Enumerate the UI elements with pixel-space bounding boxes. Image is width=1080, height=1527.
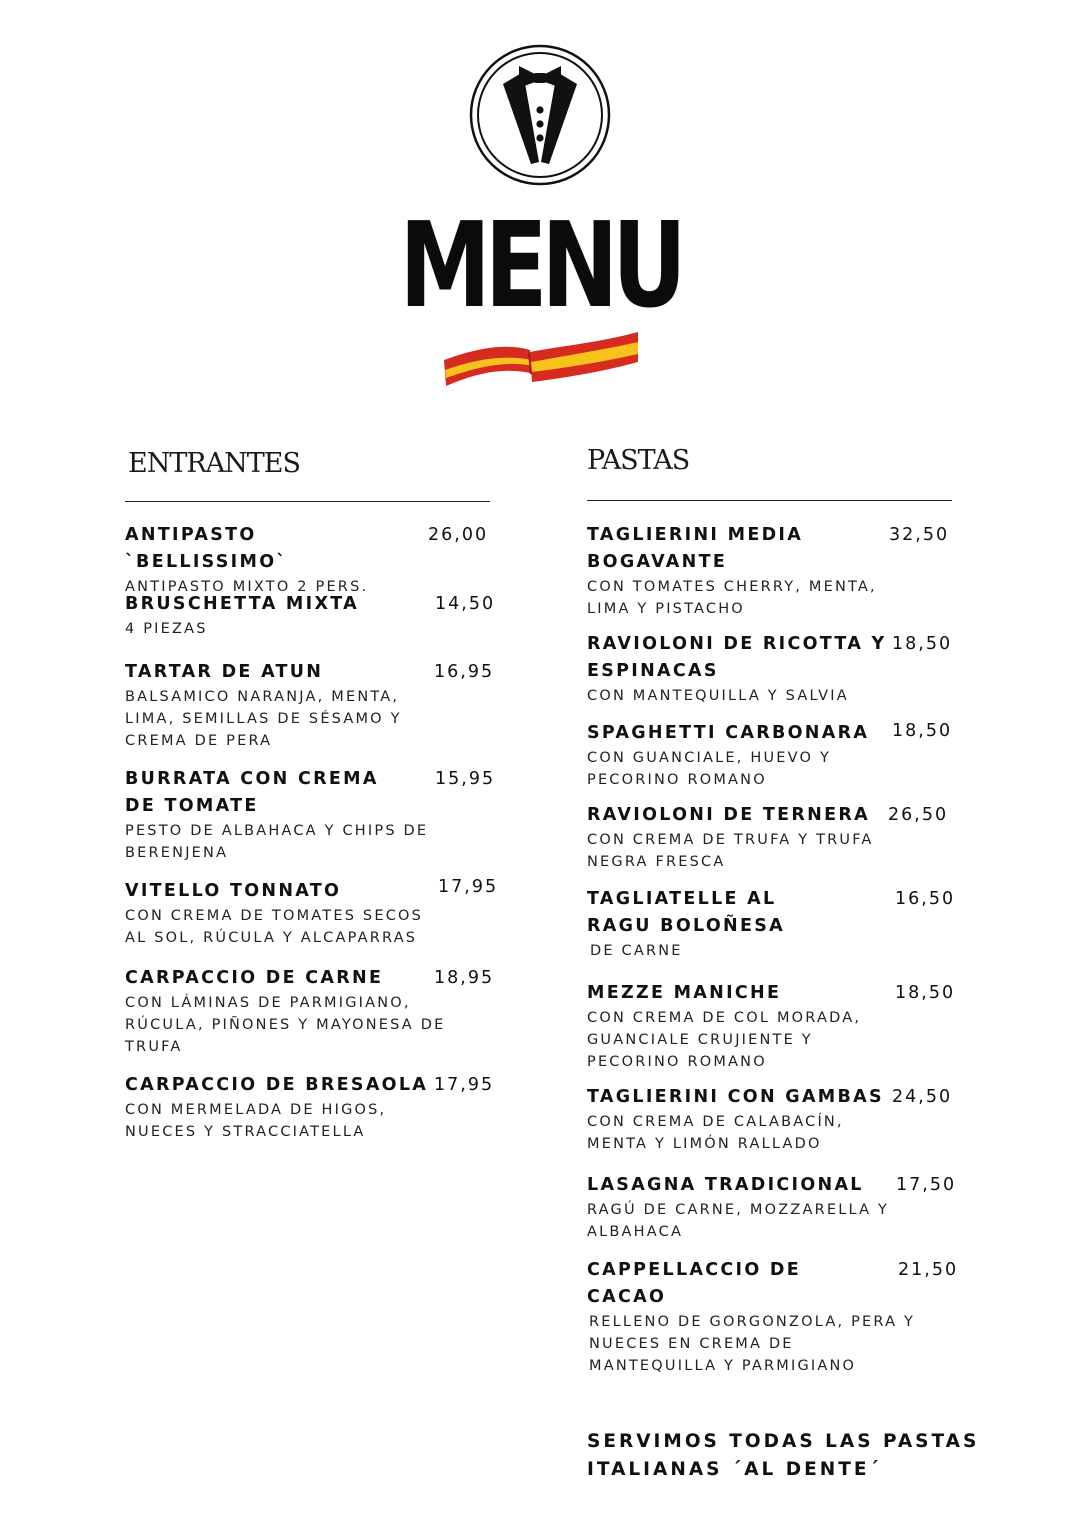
item-description: 4 PIEZAS [125,621,208,637]
item-price: 16,50 [895,889,956,909]
item-name: ANTIPASTO `BELLISSIMO` [125,525,288,572]
item-name: SPAGHETTI CARBONARA [587,723,870,743]
item-description: DE CARNE [590,943,683,959]
item-description: CON LÁMINAS DE PARMIGIANO, RÚCULA, PIÑONES Y MAYONESA DE TRUFA [125,995,446,1055]
item-price: 17,95 [438,877,499,897]
item-name: BURRATA CON CREMA DE TOMATE [125,769,379,816]
tuxedo-bowtie-icon [469,44,611,186]
menu-item [587,720,957,791]
item-price: 24,50 [892,1087,953,1107]
pastas-divider [587,500,952,501]
item-description: CON TOMATES CHERRY, MENTA, LIMA Y PISTACHO [587,579,877,617]
item-name: CARPACCIO DE CARNE [125,968,384,988]
item-description: CON CREMA DE COL MORADA, GUANCIALE CRUJIENTE Y PECORINO ROMANO [587,1010,862,1070]
entrantes-heading: ENTRANTES [128,448,301,479]
item-description: BALSAMICO NARANJA, MENTA, LIMA, SEMILLAS DE SÉSAMO Y CREMA DE PERA [125,689,402,749]
menu-item [587,1172,957,1243]
menu-title: MENU [399,196,681,334]
item-price: 26,00 [428,525,489,545]
menu-item [587,886,957,962]
item-price: 21,50 [898,1260,959,1280]
menu-item [587,631,957,707]
item-description: RAGÚ DE CARNE, MOZZARELLA Y ALBAHACA [587,1202,890,1240]
item-price: 18,50 [892,634,953,654]
item-description: CON GUANCIALE, HUEVO Y PECORINO ROMANO [587,750,832,788]
menu-item [125,591,495,640]
item-price: 18,50 [895,983,956,1003]
item-price: 17,50 [896,1175,957,1195]
menu-item [587,1084,962,1155]
menu-item [125,522,495,598]
spain-flag-ribbon-icon [442,330,642,392]
item-name: TAGLIERINI CON GAMBAS [587,1087,884,1107]
menu-item [125,965,495,1058]
item-description: CON CREMA DE CALABACÍN, MENTA Y LIMÓN RALLADO [587,1114,844,1152]
menu-item [125,659,495,752]
pastas-heading: PASTAS [587,445,690,476]
item-description: ANTIPASTO MIXTO 2 PERS. [125,579,369,595]
item-name: LASAGNA TRADICIONAL [587,1175,864,1195]
item-price: 18,95 [434,968,495,988]
item-name: TARTAR DE ATUN [125,662,324,682]
item-name: TAGLIERINI MEDIA BOGAVANTE [587,525,804,572]
item-price: 26,50 [888,805,949,825]
item-description: CON MERMELADA DE HIGOS, NUECES Y STRACCIATELLA [125,1102,387,1140]
item-price: 32,50 [889,525,950,545]
item-name: CAPPELLACCIO DE CACAO [587,1260,801,1307]
item-description: PESTO DE ALBAHACA Y CHIPS DE BERENJENA [125,823,429,861]
item-description: RELLENO DE GORGONZOLA, PERA Y NUECES EN CREMA DE MANTEQUILLA Y PARMIGIANO [589,1314,916,1374]
menu-item [587,802,957,873]
item-price: 14,50 [435,594,496,614]
item-name: RAVIOLONI DE RICOTTA Y ESPINACAS [587,634,887,681]
menu-item [125,766,495,864]
menu-item [125,1072,495,1143]
menu-item [587,1257,957,1377]
item-name: VITELLO TONNATO [125,881,342,901]
menu-item [587,522,957,620]
item-price: 18,50 [892,721,953,741]
menu-item [125,877,499,949]
item-name: RAVIOLONI DE TERNERA [587,805,870,825]
item-price: 16,95 [434,662,495,682]
item-name: MEZZE MANICHE [587,983,782,1003]
item-price: 15,95 [435,769,496,789]
menu-item [587,980,957,1073]
entrantes-divider [125,501,490,502]
al-dente-note: SERVIMOS TODAS LAS PASTAS ITALIANAS ´AL DENTE´ [587,1431,980,1480]
item-description: CON CREMA DE TOMATES SECOS AL SOL, RÚCULA Y ALCAPARRAS [125,908,424,946]
item-name: TAGLIATELLE AL RAGU BOLOÑESA [587,889,785,936]
item-price: 17,95 [434,1075,495,1095]
item-name: BRUSCHETTA MIXTA [125,594,359,614]
item-name: CARPACCIO DE BRESAOLA [125,1075,429,1095]
item-description: CON MANTEQUILLA Y SALVIA [587,688,849,704]
item-description: CON CREMA DE TRUFA Y TRUFA NEGRA FRESCA [587,832,874,870]
